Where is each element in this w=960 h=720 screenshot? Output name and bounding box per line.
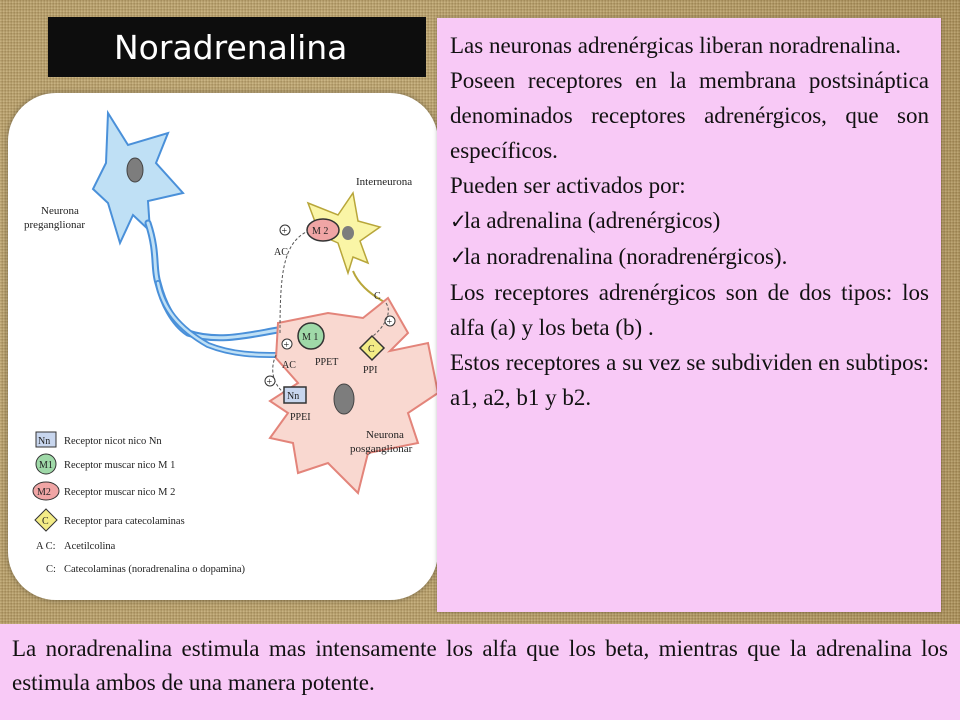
legend-m2-symbol: M2	[37, 487, 51, 498]
label-ppei: PPEI	[290, 412, 311, 423]
checklist-item-label: la adrenalina (adrenérgicos)	[464, 208, 721, 233]
interneuron-axon	[353, 271, 386, 303]
diagram-card	[8, 93, 438, 600]
label-neurona-pre-2: preganglionar	[24, 219, 86, 231]
legend-m1-symbol: M1	[39, 460, 53, 471]
legend-c2-text: Catecolaminas (noradrenalina o dopamina)	[64, 564, 246, 575]
label-ppi: PPI	[363, 365, 378, 376]
neuron-diagram	[8, 93, 438, 600]
explanation-panel	[437, 18, 941, 612]
paragraph-1: Las neuronas adrenérgicas liberan noradrenalina.	[450, 33, 902, 58]
label-ac-top: AC	[274, 247, 288, 258]
label-neurona-pos-2: posganglionar	[350, 443, 413, 455]
checklist-item-label: la noradrenalina (noradrenérgicos).	[464, 244, 788, 269]
plus-symbol-2: +	[283, 340, 290, 351]
paragraph-4: Los receptores adrenérgicos son de dos tipos: los alfa (a) y los beta (b) .	[450, 280, 929, 340]
legend-nn-symbol: Nn	[38, 436, 51, 447]
preganglionic-axon	[148, 223, 278, 338]
checklist-item	[450, 203, 929, 239]
legend-ac-text: Acetilcolina	[64, 541, 116, 552]
label-neurona-pos-1: Neurona	[366, 429, 404, 441]
legend-m2-text: Receptor muscar nico M 2	[64, 487, 176, 498]
checklist-item	[450, 239, 929, 275]
postganglionic-nucleus	[334, 384, 354, 414]
legend-nn-text: Receptor nicot nico Nn	[64, 436, 162, 447]
plus-symbol-4: +	[266, 377, 273, 388]
checkmark-icon: ✓	[450, 209, 467, 233]
m2-receptor-label: M 2	[312, 226, 329, 237]
legend	[33, 432, 246, 575]
paragraph-3: Pueden ser activados por:	[450, 173, 686, 198]
paragraph-5: Estos receptores a su vez se subdividen en subtipos: a1, a2, b1 y b2.	[450, 350, 929, 410]
slide-title-text: Noradrenalina	[114, 27, 348, 67]
paragraph-2: Poseen receptores en la membrana postsináptica denominados receptores adrenérgicos, que son específicos.	[450, 68, 929, 163]
plus-symbol-3: +	[386, 317, 393, 328]
summary-text: La noradrenalina estimula mas intensamente los alfa que los beta, mientras que la adrenalina los estimula ambos de una manera potente.	[12, 636, 948, 695]
label-ac-mid: AC	[282, 360, 296, 371]
summary-panel	[0, 624, 960, 720]
legend-c-text: Receptor para catecolaminas	[64, 516, 185, 527]
legend-m1-text: Receptor muscar nico M 1	[64, 460, 176, 471]
interneuron-nucleus	[342, 226, 354, 240]
nn-receptor-label: Nn	[287, 391, 300, 402]
checkmark-icon: ✓	[450, 245, 467, 269]
m1-receptor-label: M 1	[302, 332, 319, 343]
preganglionic-axon-branch-inner	[158, 283, 276, 355]
preganglionic-nucleus	[127, 158, 143, 182]
preganglionic-axon-inner	[148, 223, 278, 338]
slide-title	[48, 17, 426, 77]
legend-c2-symbol: C:	[46, 564, 56, 575]
plus-symbol-1: +	[281, 226, 288, 237]
c-receptor-label: C	[368, 344, 375, 355]
label-c: C	[374, 291, 381, 302]
legend-c-symbol: C	[42, 516, 49, 527]
label-neurona-pre-1: Neurona	[41, 205, 79, 217]
label-ppet: PPET	[315, 357, 339, 368]
legend-ac-symbol: A C:	[36, 541, 56, 552]
label-interneurona: Interneurona	[356, 176, 413, 188]
